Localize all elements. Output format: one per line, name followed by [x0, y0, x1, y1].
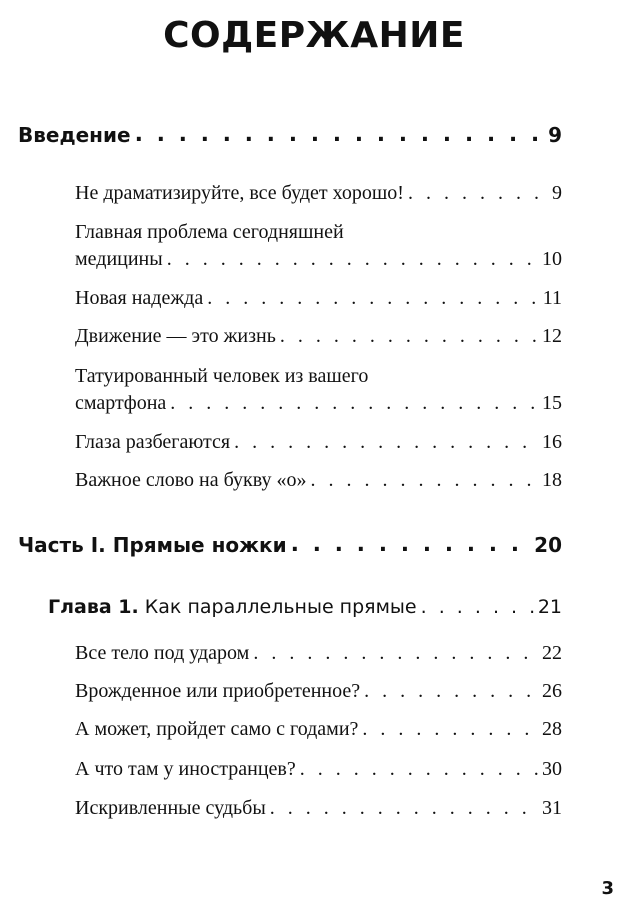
toc-entry-label: Глаза разбегаются — [75, 431, 231, 453]
toc-entry-label: Не драматизируйте, все будет хорошо! — [75, 182, 404, 204]
toc-section — [75, 467, 562, 494]
dot-leader — [207, 285, 539, 312]
dot-leader — [167, 246, 538, 273]
toc-entry-label: Часть I. Прямые ножки — [18, 533, 287, 557]
toc-entry-page: 12 — [542, 325, 562, 347]
toc-chapter-number: Глава 1. — [48, 596, 139, 618]
dot-leader — [270, 795, 538, 822]
toc-section — [75, 640, 562, 667]
toc-entry-page: 10 — [542, 248, 562, 270]
page-title: СОДЕРЖАНИЕ — [163, 15, 465, 56]
toc-section — [75, 429, 562, 456]
toc-entry-label: смартфона — [75, 392, 167, 414]
toc-entry-page: 31 — [542, 797, 562, 819]
toc-section — [75, 756, 562, 783]
toc-chapter — [48, 593, 562, 621]
toc-entry-label: Врожденное или приобретенное? — [75, 680, 361, 702]
toc-chapter-title — [48, 593, 417, 621]
toc-section — [75, 285, 562, 312]
toc-entry-label: медицины — [75, 248, 163, 270]
dot-leader — [170, 390, 538, 417]
toc-section — [75, 246, 562, 273]
toc-entry-page: 20 — [534, 533, 562, 557]
toc-entry-page: 21 — [537, 596, 562, 618]
toc-entry-page: 18 — [542, 469, 562, 491]
dot-leader — [362, 716, 538, 743]
toc-section-line1: Главная проблема сегодняшней — [75, 221, 344, 243]
toc-entry-label: Движение — это жизнь — [75, 325, 276, 347]
toc-entry-label: Все тело под ударом — [75, 642, 250, 664]
toc-entry-page: 28 — [542, 718, 562, 740]
toc-entry-page: 22 — [542, 642, 562, 664]
toc-section — [75, 390, 562, 417]
toc-part-one — [18, 530, 562, 560]
toc-entry-label: А может, пройдет само с годами? — [75, 718, 359, 740]
dot-leader — [311, 467, 539, 494]
toc-entry-label: Искривленные судьбы — [75, 797, 266, 819]
dot-leader — [300, 756, 538, 783]
dot-leader — [291, 530, 531, 560]
toc-section — [75, 678, 562, 705]
toc-entry-page: 9 — [548, 123, 562, 147]
dot-leader — [135, 120, 545, 150]
toc-entry-page: 11 — [542, 287, 562, 309]
toc-part-introduction — [18, 120, 562, 150]
toc-section-line1: Татуированный человек из вашего — [75, 365, 369, 387]
toc-entry-label: Как параллельные прямые — [144, 596, 417, 618]
toc-entry-page: 26 — [542, 680, 562, 702]
toc-entry-page: 16 — [542, 431, 562, 453]
dot-leader — [253, 640, 538, 667]
dot-leader — [408, 180, 548, 207]
toc-section — [75, 180, 562, 207]
toc-section — [75, 716, 562, 743]
dot-leader — [280, 323, 538, 350]
toc-entry-label: Важное слово на букву «о» — [75, 469, 307, 491]
dot-leader — [234, 429, 538, 456]
toc-entry-page: 30 — [542, 758, 562, 780]
dot-leader — [364, 678, 538, 705]
toc-entry-label: Новая надежда — [75, 287, 204, 309]
dot-leader — [421, 593, 534, 621]
toc-entry-label: А что там у иностранцев? — [75, 758, 296, 780]
toc-section — [75, 795, 562, 822]
toc-entry-label: Введение — [18, 123, 131, 147]
toc-entry-page: 15 — [542, 392, 562, 414]
toc-entry-page: 9 — [552, 182, 562, 204]
toc-section — [75, 323, 562, 350]
page-number: 3 — [601, 878, 614, 899]
